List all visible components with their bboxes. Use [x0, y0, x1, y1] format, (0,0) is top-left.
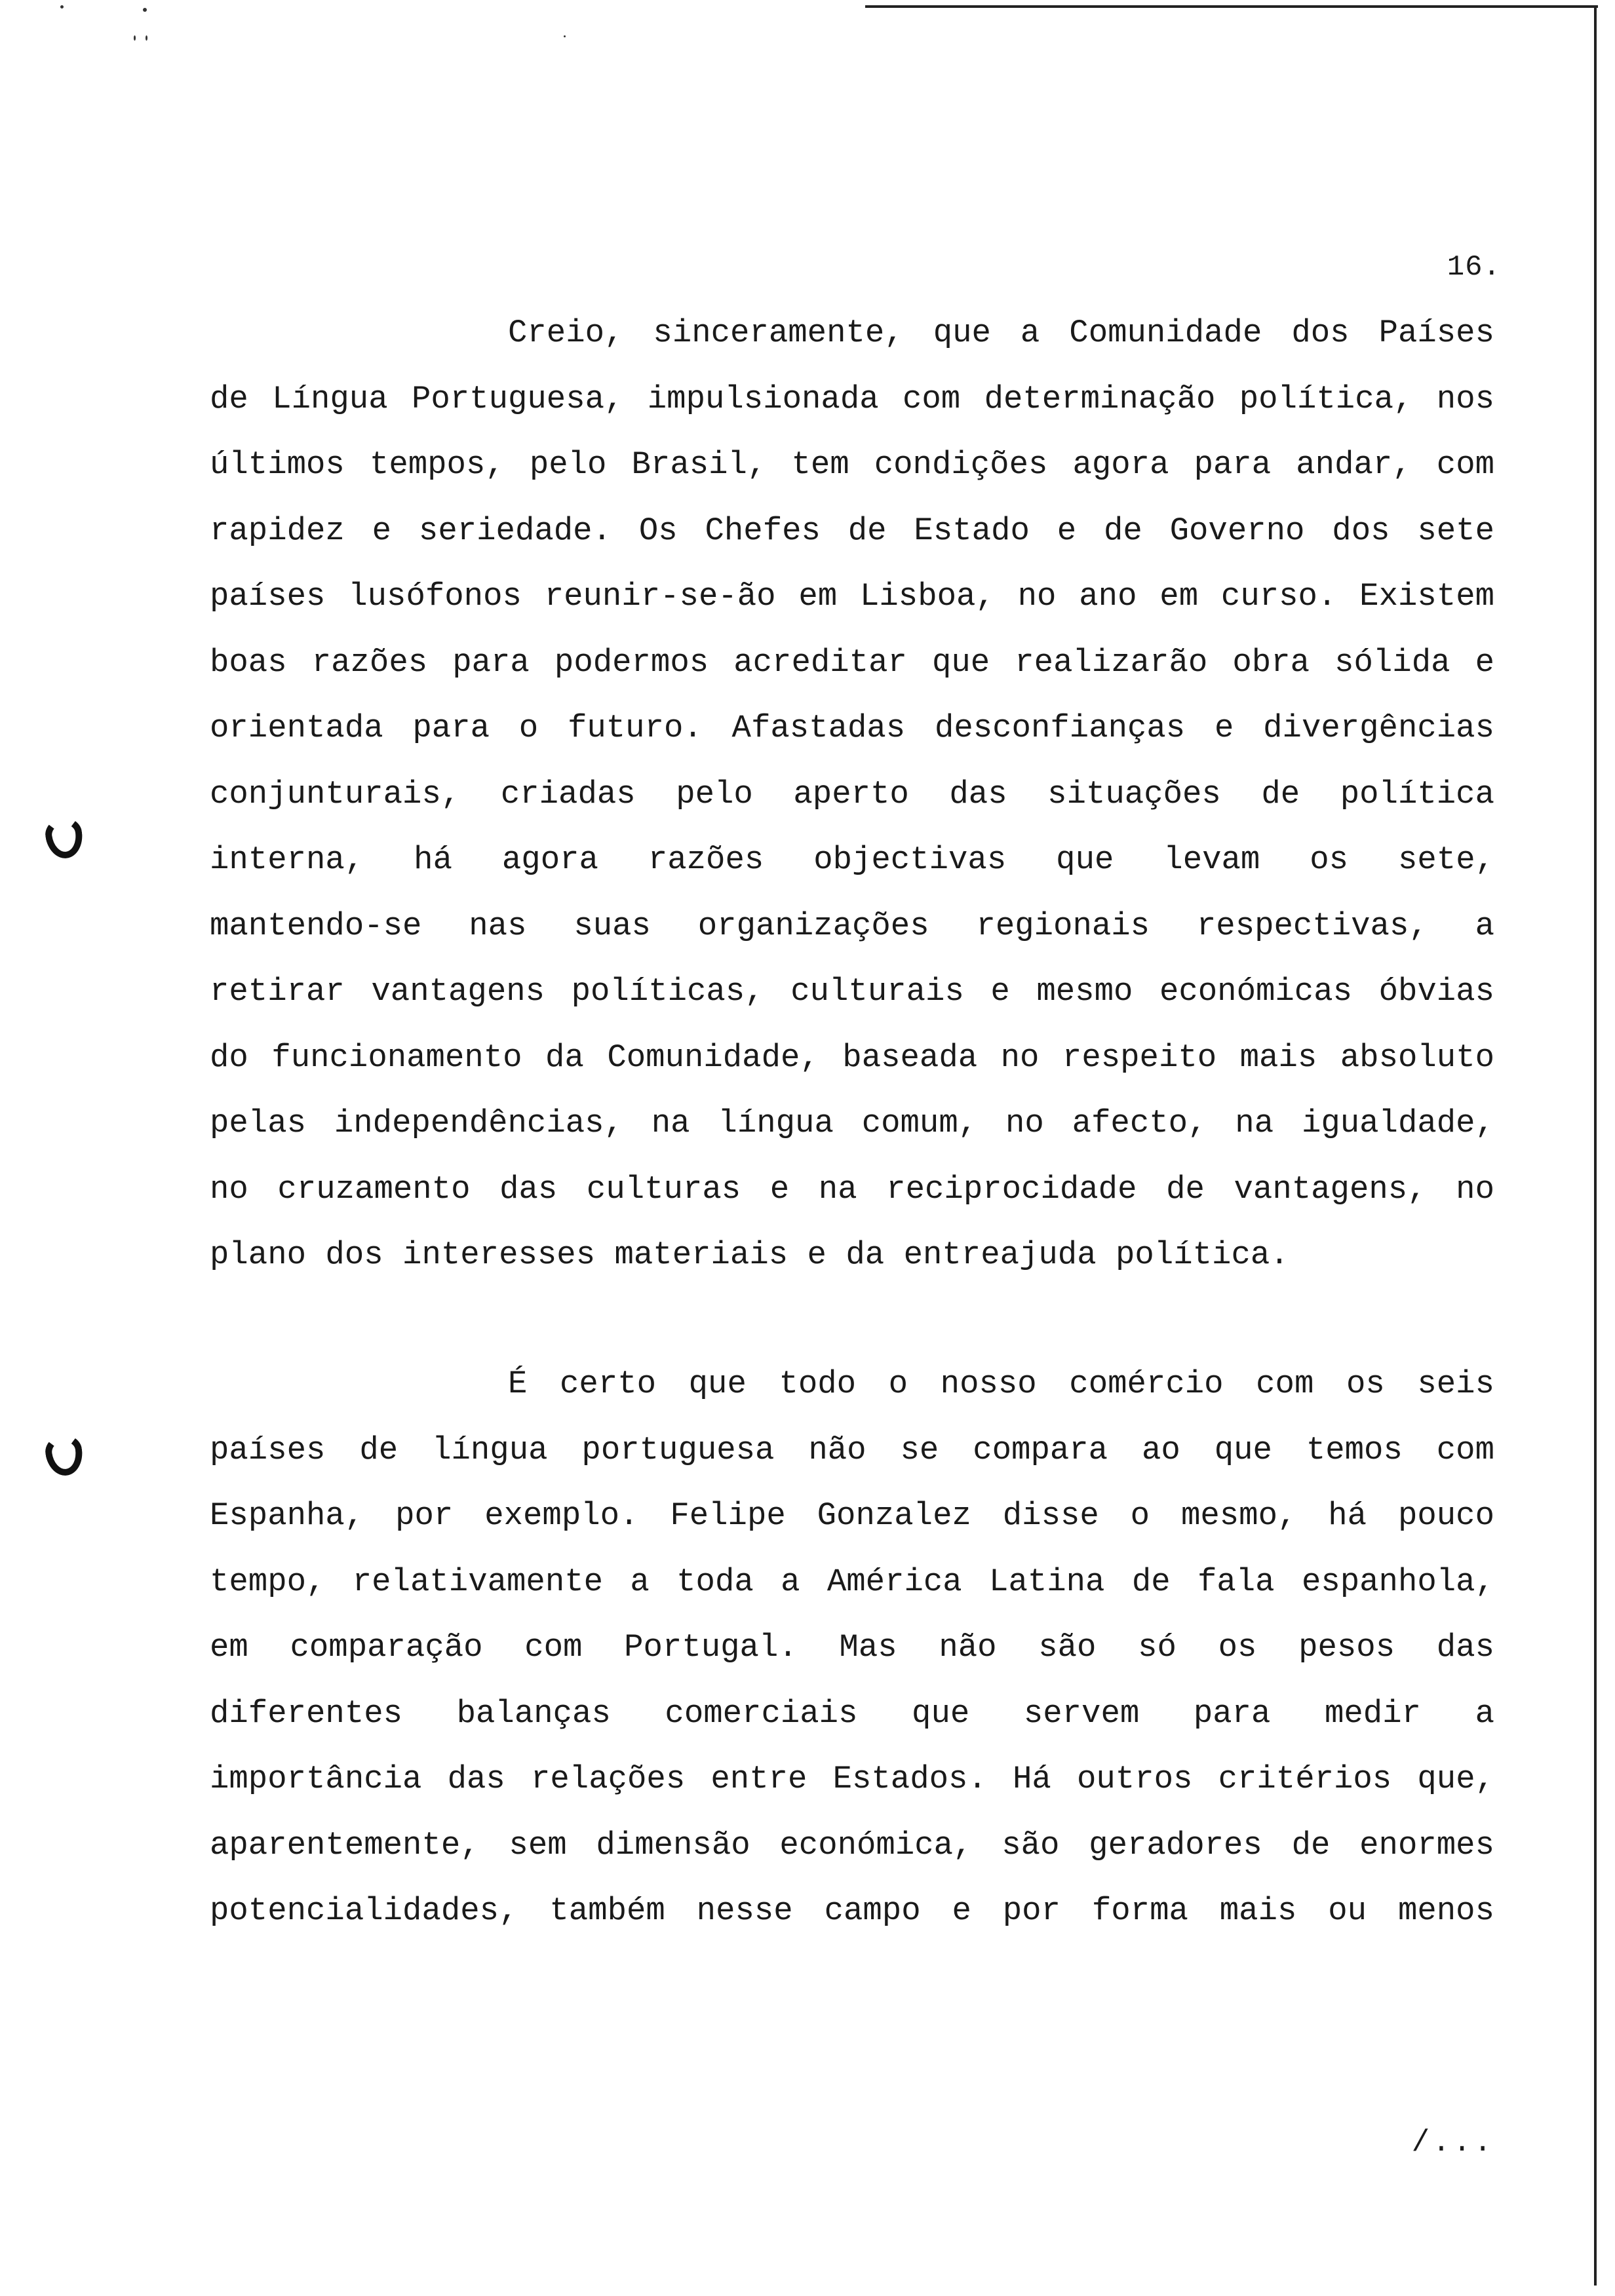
paragraph-line: importância das relações entre Estados. Há outros critérios que, [210, 1761, 1494, 1797]
paragraph-line: rapidez e seriedade. Os Chefes de Estado e de Governo dos sete [210, 512, 1494, 549]
paragraph-line: aparentemente, sem dimensão económica, são geradores de enormes [210, 1826, 1494, 1864]
continuation-marker: /... [1411, 2126, 1494, 2160]
paragraph-line: mantendo-se nas suas organizações regionais respectivas, a [210, 907, 1494, 944]
paragraph-line: países de língua portuguesa não se compara ao que temos com [210, 1431, 1494, 1468]
paragraph-line: conjunturais, criadas pelo aperto das situações de política [210, 775, 1494, 813]
scan-speck [143, 8, 147, 12]
paragraph-line: diferentes balanças comerciais que servem para medir a [210, 1694, 1494, 1732]
paragraph-line: de Língua Portuguesa, impulsionada com determinação política, nos [210, 380, 1494, 417]
paragraph-line: países lusófonos reunir-se-ão em Lisboa, no ano em curso. Existem [210, 578, 1494, 615]
scan-speck [134, 35, 136, 41]
scan-speck [60, 5, 64, 9]
paragraph-line: plano dos interesses materiais e da entreajuda política. [210, 1236, 1289, 1273]
paragraph-line: últimos tempos, pelo Brasil, tem condições agora para andar, com [210, 446, 1494, 483]
scan-speck [564, 35, 566, 37]
paragraph-line: potencialidades, também nesse campo e por forma mais ou menos [210, 1892, 1494, 1929]
page-number: 16. [1447, 251, 1501, 284]
body-paragraph [210, 300, 1494, 1288]
paragraph-line: retirar vantagens políticas, culturais e mesmo económicas óbvias [210, 973, 1494, 1010]
paragraph-line: boas razões para podermos acreditar que realizarão obra sólida e [210, 643, 1494, 681]
paragraph-line: no cruzamento das culturas e na reciprocidade de vantagens, no [210, 1170, 1494, 1208]
paragraph-line: do funcionamento da Comunidade, baseada no respeito mais absoluto [210, 1039, 1494, 1076]
paragraph-line: pelas independências, na língua comum, no afecto, na igualdade, [210, 1105, 1494, 1141]
paragraph-line: É certo que todo o nosso comércio com os seis [508, 1366, 1494, 1402]
punch-hole-mark [43, 815, 85, 860]
paragraph-line: orientada para o futuro. Afastadas desconfianças e divergências [210, 710, 1494, 746]
paragraph-line: Espanha, por exemplo. Felipe Gonzalez disse o mesmo, há pouco [210, 1497, 1494, 1534]
paragraph-line: Creio, sinceramente, que a Comunidade dos Países [508, 315, 1494, 351]
paragraph-line: interna, há agora razões objectivas que levam os sete, [210, 841, 1494, 878]
punch-hole-mark [43, 1432, 85, 1478]
scan-border-top [865, 5, 1598, 8]
body-paragraph [210, 1351, 1494, 1944]
scan-border-right [1594, 5, 1597, 2286]
paragraph-line: em comparação com Portugal. Mas não são só os pesos das [210, 1629, 1494, 1666]
scan-speck [146, 35, 147, 41]
paragraph-line: tempo, relativamente a toda a América Latina de fala espanhola, [210, 1563, 1494, 1600]
